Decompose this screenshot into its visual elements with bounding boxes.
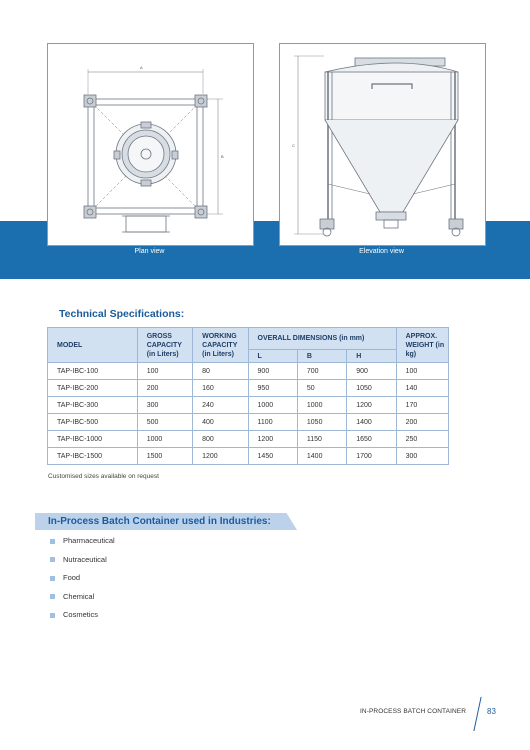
list-item [50, 588, 115, 607]
square-bullet-icon [50, 557, 55, 562]
industry-label: Pharmaceutical [63, 536, 115, 545]
cell-b: 50 [297, 380, 346, 397]
cell-model: TAP-IBC-1500 [48, 448, 138, 465]
footer-divider [473, 697, 481, 731]
cell-b: 1000 [297, 397, 346, 414]
plan-view-caption: Plan view [134, 248, 165, 255]
cell-working: 1200 [193, 448, 248, 465]
cell-weight: 250 [396, 431, 448, 448]
table-row [48, 431, 449, 448]
industry-label: Food [63, 573, 81, 582]
cell-h: 1200 [347, 397, 396, 414]
cell-l: 1100 [248, 414, 297, 431]
cell-gross: 200 [137, 380, 192, 397]
cell-l: 1200 [248, 431, 297, 448]
cell-h: 1400 [347, 414, 396, 431]
dimension-label-a: A [140, 65, 143, 70]
cell-working: 80 [193, 363, 248, 380]
cell-gross: 300 [137, 397, 192, 414]
square-bullet-icon [50, 594, 55, 599]
plan-view-drawing [48, 44, 253, 245]
cell-l: 950 [248, 380, 297, 397]
cell-gross: 1000 [137, 431, 192, 448]
cell-gross: 1500 [137, 448, 192, 465]
table-row [48, 397, 449, 414]
square-bullet-icon [50, 576, 55, 581]
industry-label: Chemical [63, 591, 95, 601]
table-row [48, 414, 449, 431]
header-model: MODEL [48, 328, 138, 363]
footer-section-title: IN-PROCESS BATCH CONTAINER [360, 708, 467, 715]
header-approx-weight: APPROX. WEIGHT (in kg) [396, 328, 448, 363]
industries-list [50, 532, 115, 625]
cell-weight: 300 [396, 448, 448, 465]
custom-sizes-note: Customised sizes available on request [48, 473, 159, 480]
cell-l: 1000 [248, 397, 297, 414]
header-h: H [347, 350, 396, 363]
table-row [48, 448, 449, 465]
header-b: B [297, 350, 346, 363]
table-row [48, 380, 449, 397]
square-bullet-icon [50, 539, 55, 544]
cell-model: TAP-IBC-500 [48, 414, 138, 431]
dimension-label-b: B [221, 154, 224, 159]
cell-working: 240 [193, 397, 248, 414]
plan-view-figure [47, 43, 254, 246]
header-l: L [248, 350, 297, 363]
cell-b: 1150 [297, 431, 346, 448]
cell-working: 800 [193, 431, 248, 448]
cell-l: 1450 [248, 448, 297, 465]
list-item [50, 551, 115, 570]
cell-h: 900 [347, 363, 396, 380]
header-working-capacity: WORKING CAPACITY (in Liters) [193, 328, 248, 363]
page-number: 83 [487, 707, 496, 716]
list-item [50, 532, 115, 551]
elevation-view-drawing [280, 44, 485, 245]
cell-b: 1050 [297, 414, 346, 431]
elevation-view-figure [279, 43, 486, 246]
cell-h: 1700 [347, 448, 396, 465]
cell-working: 400 [193, 414, 248, 431]
header-overall-dimensions: OVERALL DIMENSIONS (in mm) [248, 328, 396, 350]
cell-b: 1400 [297, 448, 346, 465]
cell-working: 160 [193, 380, 248, 397]
cell-h: 1050 [347, 380, 396, 397]
cell-b: 700 [297, 363, 346, 380]
cell-gross: 100 [137, 363, 192, 380]
cell-weight: 200 [396, 414, 448, 431]
specifications-table [47, 327, 449, 465]
list-item [50, 569, 115, 588]
elevation-view-caption: Elevation view [359, 248, 404, 255]
industries-heading: In-Process Batch Container used in Industries: [48, 516, 271, 527]
industry-label: Nutraceutical [63, 554, 107, 564]
technical-specifications-heading: Technical Specifications: [59, 308, 185, 320]
industry-label: Cosmetics [63, 610, 99, 619]
dimension-label-c: C [292, 143, 295, 148]
cell-weight: 140 [396, 380, 448, 397]
list-item [50, 606, 115, 625]
cell-model: TAP-IBC-100 [48, 363, 138, 380]
cell-weight: 100 [396, 363, 448, 380]
table-row [48, 363, 449, 380]
header-gross-capacity: GROSS CAPACITY (in Liters) [137, 328, 192, 363]
cell-h: 1650 [347, 431, 396, 448]
cell-model: TAP-IBC-200 [48, 380, 138, 397]
cell-weight: 170 [396, 397, 448, 414]
cell-model: TAP-IBC-1000 [48, 431, 138, 448]
cell-gross: 500 [137, 414, 192, 431]
cell-model: TAP-IBC-300 [48, 397, 138, 414]
square-bullet-icon [50, 613, 55, 618]
cell-l: 900 [248, 363, 297, 380]
